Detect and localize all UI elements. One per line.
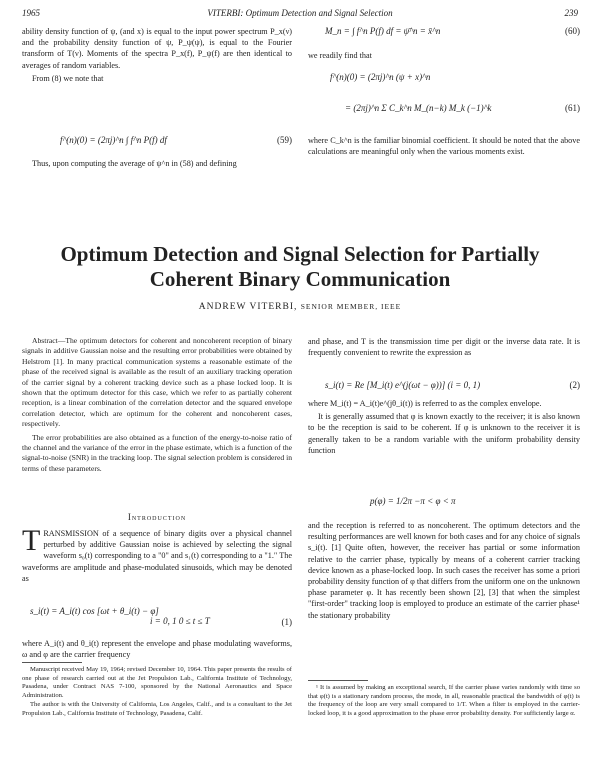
footnote-rule <box>308 680 368 681</box>
equation-condition: i = 0, 1 0 ≤ t ≤ T <box>150 616 210 626</box>
intro-column <box>22 524 292 586</box>
equation-body: = (2πj)^n Σ C_k^n M_(n−k) M_k (−1)^k <box>345 103 492 113</box>
manuscript-footnote <box>22 666 292 720</box>
top-left-continuation <box>22 158 292 171</box>
right-column-cont <box>308 398 580 458</box>
equation-59 <box>60 135 292 145</box>
paragraph: ability density function of ψ, (and x) is equal to the input power spectrum P_x(ν) and the probability density function of ψ, P_ψ(ψ), is equal to the Fourier transform of T(ν). Moments of the spectra P_x(f), P_ψ(f) are then identical to averages of random variables. <box>22 27 292 70</box>
title-line: Coherent Binary Communication <box>149 267 451 291</box>
footnote-rule <box>22 662 82 663</box>
intro-paragraph <box>22 524 292 584</box>
equation-2 <box>325 380 580 390</box>
equation-1 <box>30 606 292 626</box>
paragraph: where C_k^n is the familiar binomial coefficient. It should be noted that the above calculations are meaningful only when the various moments exist. <box>308 136 580 157</box>
equation-3: p(φ) = 1/2π −π < φ < π <box>370 496 456 506</box>
running-title: VITERBI: Optimum Detection and Signal Selection <box>207 8 393 18</box>
equation-number: (59) <box>277 135 292 145</box>
right-column <box>308 336 580 360</box>
author-line: ANDREW VITERBI, SENIOR MEMBER, IEEE <box>198 302 402 312</box>
paragraph: and the reception is referred to as noncoherent. The optimum detectors and the resulting performances are well known for both cases and for any choice of signals s_i(t). [1] Quite often, however, the receiver has partial or some information relative to the carrier phase, typically by means of a coherent carrier tracking device known as a phase-locked loop. In such cases the receiver has some a priori probability density function of φ that differs from the uniform one on the unknown phase parameter φ. It has recently been shown [2], [3] that when the simplest "first-order" tracking loop is employed to produce an estimate of the carrier phase¹ the stationary probability <box>308 521 580 620</box>
intro-continuation <box>22 638 292 662</box>
footnote-paragraph: ¹ It is assumed by making an exceptional search, If the carrier phase varies randomly with time so that φ(t) is a stationary random process, the mode, in all, reasonable practical the bandwidth of φ(t) is the frequency of the loop are very small compared to 1/T. When a filter is employed in the carrier-locked loop, it is a good approximation to the phase error probability density. For sufficiently large α. <box>308 684 580 717</box>
page-number-right: 239 <box>564 8 578 18</box>
paragraph: and phase, and T is the transmission time per digit or the inverse data rate. It is frequently convenient to rewrite the expression as <box>308 337 580 358</box>
author-grade: SENIOR MEMBER, IEEE <box>300 302 402 311</box>
equation-body: s_i(t) = A_i(t) cos [ωt + θ_i(t) − φ] <box>30 606 159 616</box>
paragraph: where A_i(t) and θ_i(t) represent the envelope and phase modulating waveforms, ω and φ are the carrier frequency <box>22 639 292 660</box>
paragraph: It is generally assumed that φ is known exactly to the receiver; it is also known to be the reception is said to be coherent. If φ is unknown to the receiver it is generally taken to be a random variable with the uniform probability density function <box>308 412 580 455</box>
section-heading: Introduction <box>127 512 187 522</box>
equation-number: (61) <box>565 103 580 113</box>
intro-lead-text: RANSMISSION of a sequence of binary digits over a physical channel perturbed by additive Gaussian noise is achieved by selecting the signal waveform s₀(t) corresponding to a "0" and s₁(t) corresponding to a "1." The waveforms are amplitude and phase-modulated sinusoids, which may be denoted as <box>22 529 292 583</box>
equation-body: f^(n)(0) = (2πj)^n ∫ f^n P(f) df <box>60 135 167 145</box>
drop-cap: T <box>22 524 41 557</box>
footnote-paragraph: Manuscript received May 19, 1964; revised December 10, 1964. This paper presents the results of one phase of research carried out at the Jet Propulsion Lab., California Institute of Technology, Pasadena, under Contract NAS 7-100, sponsored by the National Aeronautics and Space Administration. <box>22 666 292 699</box>
page-number-left: 1965 <box>22 8 40 18</box>
top-right-continuation <box>308 135 580 159</box>
paper-title <box>0 242 600 292</box>
right-footnote <box>308 684 580 719</box>
abstract <box>22 336 292 477</box>
equation-number: (60) <box>565 26 580 36</box>
equation-61a: f^(n)(0) = (2πj)^n (ψ + x)^n <box>330 72 431 82</box>
paragraph: we readily find that <box>308 51 372 60</box>
equation-61b <box>345 103 580 113</box>
paragraph: where M_i(t) = A_i(t)e^(jθ_i(t)) is referred to as the complex envelope. <box>308 399 542 408</box>
equation-60 <box>325 26 580 36</box>
footnote-paragraph: The author is with the University of California, Los Angeles, Calif., and is a consultant to the Jet Propulsion Lab., California Institute of Technology, Pasadena, Calif. <box>22 701 292 717</box>
equation-number: (2) <box>569 380 580 390</box>
top-right-text <box>308 50 580 63</box>
paragraph: Thus, upon computing the average of ψ^n in (58) and defining <box>32 159 237 168</box>
top-left-column <box>22 26 292 86</box>
author-name: ANDREW VITERBI <box>198 302 294 312</box>
paragraph: From (8) we note that <box>32 73 104 83</box>
abstract-paragraph: Abstract—The optimum detectors for coherent and noncoherent reception of binary signals in additive Gaussian noise and the resulting error probabilities were obtained by Helstrom [1]. In many practical communication systems a reasonable estimate of the phase of the received signal is available as the result of an auxiliary tracking operation of the carrier signal by a coherent tracking device such as a phase locked loop. It is shown that the optimum detector for this case, which we refer to as partially coherent reception, is a linear combination of the correlation detector and the squared envelope correlation detector, which are optimum for the coherent and noncoherent cases, respectively. <box>22 336 292 429</box>
abstract-paragraph: The error probabilities are also obtained as a function of the energy-to-noise ratio of the channel and the variance of the error in the phase estimate, which is a function of the signal-to-noise (SNR) in the tracking loop. The signal selection problem is considered in terms of these parameters. <box>22 432 292 473</box>
equation-body: s_i(t) = Re [M_i(t) e^(j(ωt − φ))] (i = 0, 1) <box>325 380 481 390</box>
title-line: Optimum Detection and Signal Selection for Partially <box>60 242 540 266</box>
equation-number: (1) <box>281 617 292 627</box>
right-column-cont2 <box>308 520 580 623</box>
equation-body: M_n = ∫ f^n P(f) df = ψ̄^n = x̄^n <box>325 26 441 36</box>
